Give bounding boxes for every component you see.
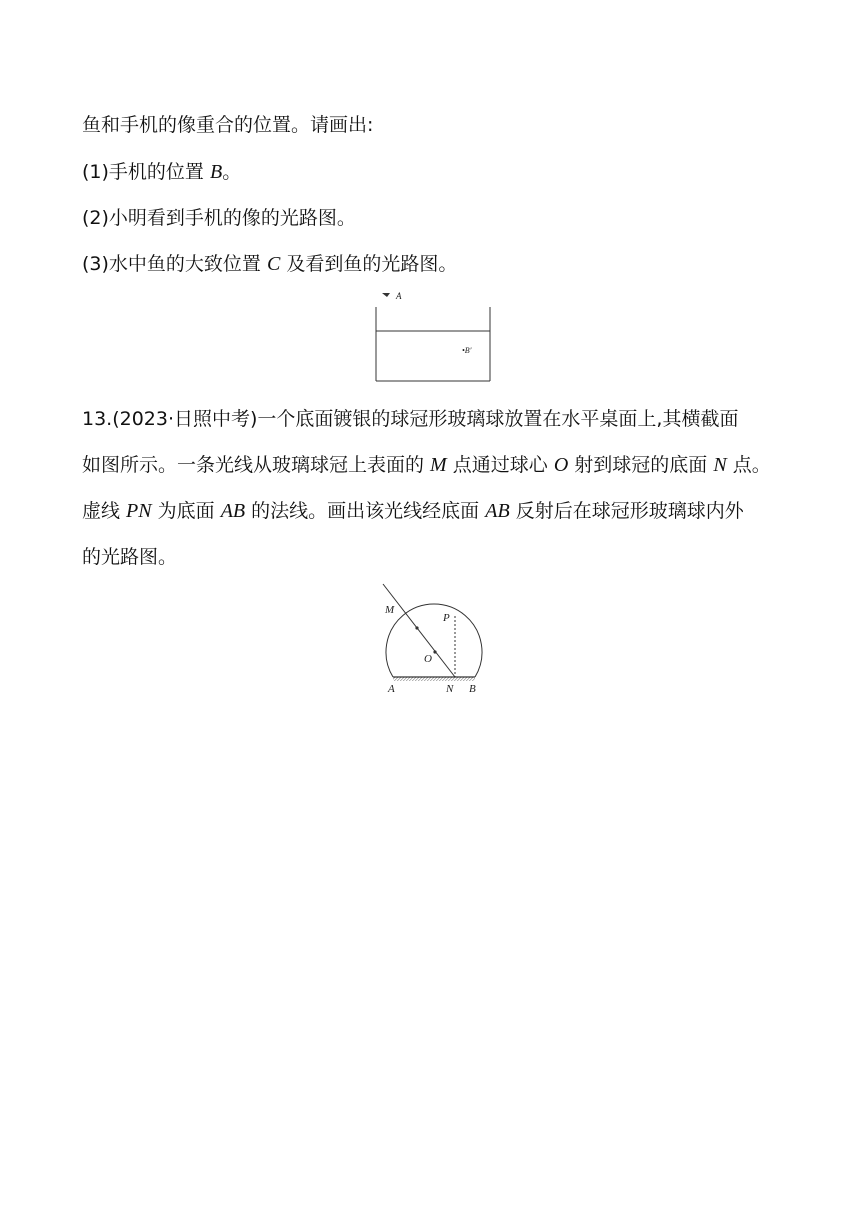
q13-line3-v2: AB [220,500,246,522]
q12-item2: (2)小明看到手机的像的光路图。 [82,207,356,229]
q12-item3 [82,251,457,277]
q12-label-b-prime: •B′ [462,346,472,355]
q13-line3-t1: 虚线 [82,500,127,522]
q13-line3-t3: 的法线。画出该光线经底面 [245,500,486,522]
q12-tank-figure [370,286,496,384]
q13-text-line4: 的光路图。 [82,546,178,568]
q13-line2-t3: 射到球冠的底面 [568,454,714,476]
q13-label-p: P [443,612,450,624]
q13-label-o: O [424,653,432,665]
q13-line2-v2: O [553,454,569,476]
q13-line2-t2: 点通过球心 [446,454,554,476]
q13-line2-t4: 点。 [726,454,771,476]
q13-line2-v1: M [430,454,447,476]
q13-label-m: M [385,604,395,616]
q12-label-a: A [396,291,402,301]
q12-item3-prefix: (3)水中鱼的大致位置 [82,253,267,275]
point-o [433,650,436,653]
q13-line2-t1: 如图所示。一条光线从玻璃球冠上表面的 [82,454,431,476]
q13-label-n: N [446,683,454,695]
q13-line3-v1: PN [126,500,152,522]
incident-ray [383,584,455,677]
q13-spherical-cap-figure [375,580,495,698]
q12-item1 [82,159,241,185]
ray-dot [415,626,418,629]
q12-item3-suffix: 及看到鱼的光路图。 [280,253,458,275]
q12-item1-prefix: (1)手机的位置 [82,161,210,183]
q12-item1-var: B [209,161,223,183]
q13-line3-t2: 为底面 [151,500,221,522]
cap-arc [386,604,482,677]
q13-label-a: A [388,683,395,695]
eye-icon [382,293,390,297]
q12-item1-suffix: 。 [222,161,242,183]
q12-item3-var: C [266,253,281,275]
q13-text-line3 [82,498,744,524]
q13-line2-v3: N [713,454,727,476]
q12-text-line1: 鱼和手机的像重合的位置。请画出: [82,114,374,136]
q13-label-b: B [469,683,476,695]
q13-text-line1: 13.(2023·日照中考)一个底面镀银的球冠形玻璃球放置在水平桌面上,其横截面 [82,408,739,430]
q13-text-line2 [82,452,771,478]
q13-line3-v3: AB [485,500,510,522]
q13-line3-t4: 反射后在球冠形玻璃球内外 [509,500,744,522]
